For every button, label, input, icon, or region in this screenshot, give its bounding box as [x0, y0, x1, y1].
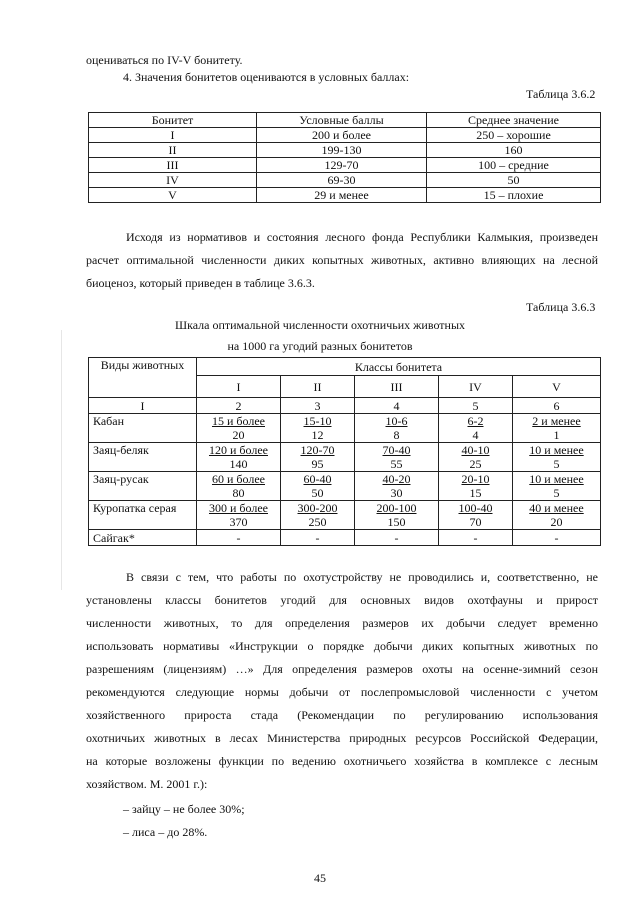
header-points: Условные баллы	[257, 113, 427, 128]
page-number: 45	[314, 871, 326, 885]
range-value: 10 и менее	[529, 472, 584, 486]
table-row	[89, 128, 601, 143]
class-numeral: III	[355, 376, 439, 398]
scan-margin-line	[61, 330, 62, 590]
paragraph-2-line-10: хозяйством. М. 2001 г.):	[86, 777, 208, 791]
range-value: 20-10	[461, 472, 490, 486]
header-bonitet: Бонитет	[89, 113, 257, 128]
table-cell: V	[89, 188, 257, 203]
range-value: 300-200	[297, 501, 338, 515]
table-row	[89, 143, 601, 158]
column-number: 6	[513, 398, 601, 414]
table-cell	[439, 414, 513, 443]
table-cell	[439, 472, 513, 501]
table-cell	[197, 501, 281, 530]
average-value: 250	[308, 515, 327, 529]
table-cell: 29 и менее	[257, 188, 427, 203]
table-header-row	[89, 358, 601, 376]
column-number: 3	[281, 398, 355, 414]
average-value: 15	[469, 486, 482, 500]
paragraph-2-line-7: хозяйственного прироста стада (Рекомендации по регулированию использования	[86, 708, 598, 722]
average-value: 25	[469, 457, 482, 471]
paragraph-1-line-3: биоценоз, который приведен в таблице 3.6.3.	[86, 276, 315, 290]
range-value: 15-10	[303, 414, 332, 428]
paragraph-2-line-4: использовать нормативы «Инструкции о порядке добычи диких копытных животных по	[86, 639, 598, 653]
paragraph-1-line-1: Исходя из нормативов и состояния лесного фонда Республики Калмыкия, произведен	[126, 230, 598, 244]
bullet-item: – лиса – до 28%.	[123, 825, 208, 839]
table-cell: IV	[89, 173, 257, 188]
range-value: 100-40	[458, 501, 493, 515]
range-value: 15 и более	[211, 414, 265, 428]
table-cell	[513, 414, 601, 443]
column-number: 4	[355, 398, 439, 414]
table-cell: 160	[427, 143, 601, 158]
header-species: Виды животных	[89, 358, 197, 398]
table-cell	[513, 501, 601, 530]
species-name: Заяц-беляк	[89, 443, 197, 472]
average-value: 50	[311, 486, 324, 500]
table-row	[89, 188, 601, 203]
table-cell	[197, 472, 281, 501]
average-value: 8	[393, 428, 400, 442]
range-value: 60 и более	[211, 472, 265, 486]
table-header-row	[89, 113, 601, 128]
table-cell: 15 – плохие	[427, 188, 601, 203]
average-value: 12	[311, 428, 324, 442]
range-value: 70-40	[382, 443, 411, 457]
range-value: 60-40	[303, 472, 332, 486]
table-title-line-1: Шкала оптимальной численности охотничьих животных	[174, 318, 466, 332]
table-cell	[281, 501, 355, 530]
paragraph-1-line-2: расчет оптимальной численности диких копытных животных, активно влияющих на лесной	[86, 253, 598, 267]
table-cell: 250 – хорошие	[427, 128, 601, 143]
column-number: 2	[197, 398, 281, 414]
range-value: 2 и менее	[532, 414, 581, 428]
table-cell: II	[89, 143, 257, 158]
average-value: 55	[390, 457, 403, 471]
class-numeral: V	[513, 376, 601, 398]
table-cell	[439, 501, 513, 530]
table-cell: 69-30	[257, 173, 427, 188]
average-value: 1	[553, 428, 560, 442]
table-title-line-2: на 1000 га угодий разных бонитетов	[227, 339, 413, 353]
bullet-item: – зайцу – не более 30%;	[123, 802, 245, 816]
class-numeral: I	[197, 376, 281, 398]
table-cell	[197, 443, 281, 472]
header-average: Среднее значение	[427, 113, 601, 128]
table-row	[89, 530, 601, 546]
column-number: 5	[439, 398, 513, 414]
range-value: 10 и менее	[529, 443, 584, 457]
table-cell	[197, 414, 281, 443]
range-value: 40-10	[461, 443, 490, 457]
table-cell: III	[89, 158, 257, 173]
average-value: 30	[390, 486, 403, 500]
species-name: Заяц-русак	[89, 472, 197, 501]
table-cell	[281, 472, 355, 501]
class-numeral: II	[281, 376, 355, 398]
intro-line-1: оцениваться по IV-V бонитету.	[86, 53, 243, 67]
average-value: 95	[311, 457, 324, 471]
table-cell: 129-70	[257, 158, 427, 173]
header-classes: Классы бонитета	[197, 358, 601, 376]
average-value: 20	[232, 428, 245, 442]
range-value: 120 и более	[208, 443, 268, 457]
table-cell	[281, 443, 355, 472]
paragraph-2-line-5: разрешениям (лицензиям) …» Для определения размеров охоты на осенне-зимний сезон	[86, 662, 598, 676]
paragraph-2-line-3: численности животных, то для определения размеров их добычи следует временно	[86, 616, 598, 630]
average-value: 20	[550, 515, 563, 529]
table-cell: -	[513, 530, 601, 546]
range-value: 6-2	[467, 414, 484, 428]
table-row	[89, 158, 601, 173]
table-cell	[513, 443, 601, 472]
intro-line-2: 4. Значения бонитетов оцениваются в условных баллах:	[123, 70, 410, 84]
table-cell	[281, 414, 355, 443]
range-value: 10-6	[385, 414, 408, 428]
table-cell: I	[89, 128, 257, 143]
table-cell: 200 и более	[257, 128, 427, 143]
species-name: Кабан	[89, 414, 197, 443]
table-cell	[355, 472, 439, 501]
range-value: 40 и менее	[529, 501, 584, 515]
range-value: 40-20	[382, 472, 411, 486]
table-cell: -	[439, 530, 513, 546]
average-value: 140	[229, 457, 248, 471]
average-value: 5	[553, 486, 560, 500]
range-value: 200-100	[376, 501, 417, 515]
average-value: 5	[553, 457, 560, 471]
species-name: Куропатка серая	[89, 501, 197, 530]
column-number-row	[89, 398, 601, 414]
table-cell	[355, 414, 439, 443]
table-caption-3-6-2: Таблица 3.6.2	[526, 87, 596, 101]
table-row	[89, 443, 601, 472]
paragraph-2-line-8: охотничьих животных в лесах Министерства природных ресурсов Российской Федерации,	[86, 731, 598, 745]
table-row	[89, 173, 601, 188]
table-row	[89, 472, 601, 501]
table-cell: -	[355, 530, 439, 546]
column-number: I	[89, 398, 197, 414]
paragraph-2-line-9: на которые возложены функции по ведению охотничьего хозяйства в комплексе с лесным	[86, 754, 598, 768]
table-cell: 100 – средние	[427, 158, 601, 173]
table-cell	[439, 443, 513, 472]
average-value: 80	[232, 486, 245, 500]
average-value: 150	[387, 515, 406, 529]
table-cell: 50	[427, 173, 601, 188]
table-cell	[355, 501, 439, 530]
table-cell: -	[197, 530, 281, 546]
optimal-population-table	[88, 357, 601, 546]
table-cell	[355, 443, 439, 472]
table-caption-3-6-3: Таблица 3.6.3	[526, 300, 596, 314]
table-cell: -	[281, 530, 355, 546]
class-numeral: IV	[439, 376, 513, 398]
table-row	[89, 501, 601, 530]
paragraph-2-line-6: рекомендуются следующие нормы добычи от послепромысловой численности с учетом	[86, 685, 598, 699]
table-row	[89, 414, 601, 443]
paragraph-2-line-1: В связи с тем, что работы по охотустройству не проводились и, соответственно, не	[126, 570, 598, 584]
species-name: Сайгак*	[89, 530, 197, 546]
paragraph-2-line-2: установлены классы бонитетов угодий для основных видов охотфауны и прирост	[86, 593, 598, 607]
average-value: 70	[469, 515, 482, 529]
table-cell	[513, 472, 601, 501]
bonitet-table	[88, 112, 601, 203]
average-value: 370	[229, 515, 248, 529]
average-value: 4	[472, 428, 479, 442]
table-cell: 199-130	[257, 143, 427, 158]
range-value: 300 и более	[208, 501, 268, 515]
range-value: 120-70	[300, 443, 335, 457]
